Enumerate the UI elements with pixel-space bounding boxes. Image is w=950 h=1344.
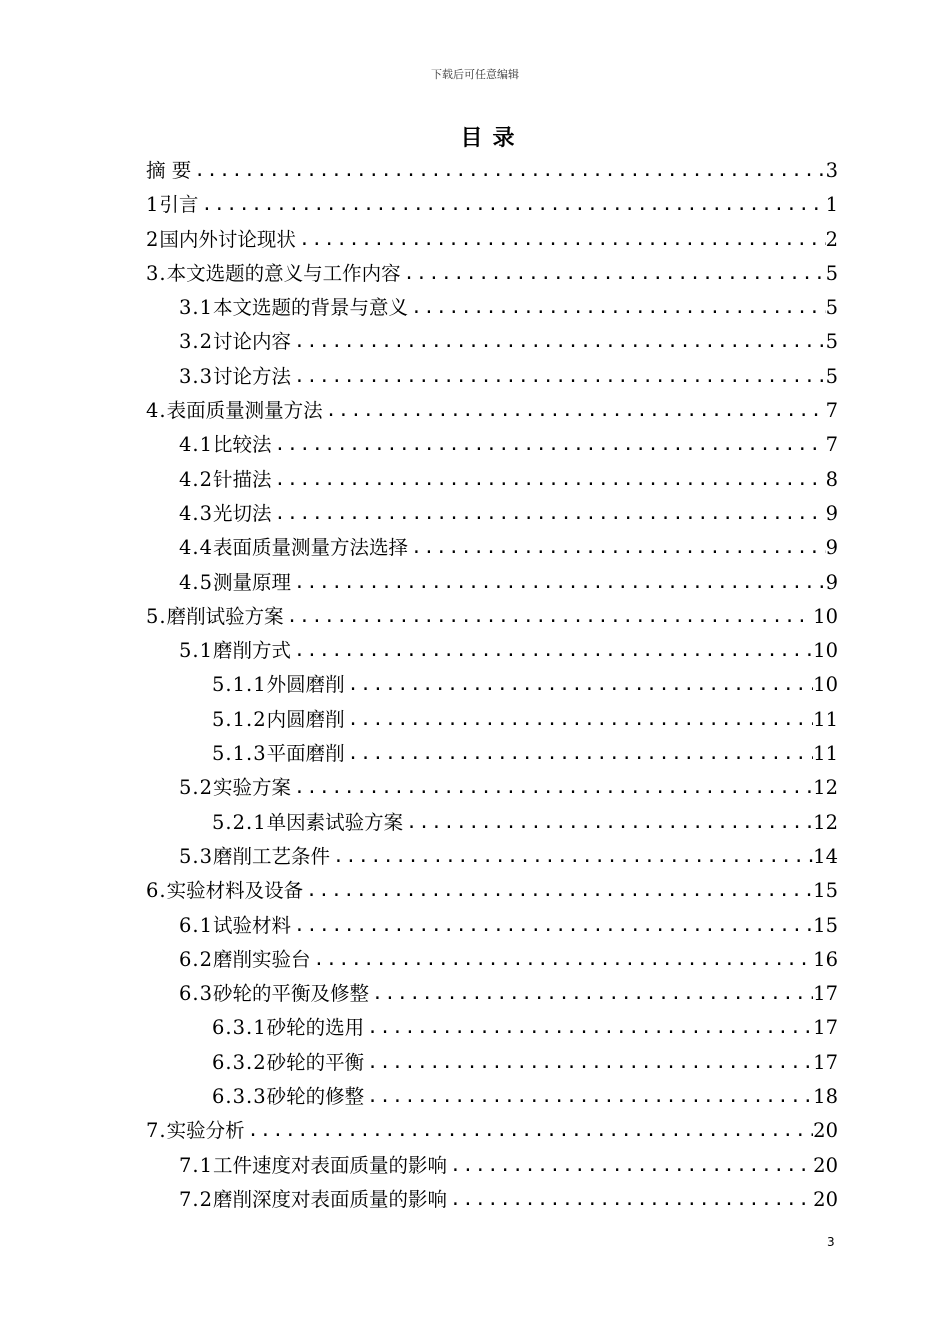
toc-entry[interactable] [146,463,838,497]
toc-entry[interactable] [146,325,838,359]
toc-dot-leader [291,566,826,600]
page-title: 目录 [460,126,525,151]
toc-entry[interactable] [146,1149,838,1183]
toc-entry-title: 实验分析 [166,1119,245,1143]
toc-entry-number: 7. [146,1119,167,1143]
toc-entry-number: 2 [146,227,160,251]
toc-entry-page: 12 [813,776,838,800]
toc-entry-page: 20 [813,1187,838,1211]
toc-entry[interactable] [146,909,838,943]
toc-entry[interactable] [146,977,838,1011]
toc-entry-title: 外圆磨削 [266,673,345,697]
toc-dot-leader [364,1046,813,1080]
toc-entry-page: 5 [825,330,838,354]
toc-entry-title: 磨削工艺条件 [213,844,331,868]
toc-dot-leader [272,428,826,462]
toc-dot-leader [345,737,814,771]
toc-entry-page: 10 [813,604,838,628]
toc-dot-leader [408,531,826,565]
toc-entry-number: 5. [146,604,167,628]
toc-dot-leader [364,1080,813,1114]
toc-entry-title: 工件速度对表面质量的影响 [213,1153,448,1177]
toc-dot-leader [291,909,813,943]
toc-entry-page: 20 [813,1119,838,1143]
toc-entry-title: 本文选题的背景与意义 [213,296,409,320]
toc-entry-page: 18 [813,1085,838,1109]
toc-dot-leader [272,463,826,497]
toc-entry-page: 5 [825,261,838,285]
toc-entry-number: 3.3 [179,364,214,388]
toc-entry[interactable] [146,428,838,462]
toc-entry-number: 4. [146,399,167,423]
toc-dot-leader [447,1149,813,1183]
toc-dot-leader [364,1011,813,1045]
toc-entry-page: 11 [813,742,838,766]
toc-entry-page: 11 [813,707,838,731]
toc-entry-title: 讨论方法 [213,364,292,388]
toc-entry-number: 4.4 [179,536,214,560]
toc-entry-page: 10 [813,673,838,697]
toc-entry-title: 表面质量测量方法选择 [213,536,409,560]
toc-entry-number: 6.3.1 [212,1016,267,1040]
toc-entry-page: 17 [813,1050,838,1074]
toc-entry-page: 2 [825,227,838,251]
toc-entry-number: 4.3 [179,501,214,525]
toc-entry-title: 砂轮的修整 [266,1085,365,1109]
toc-entry-title: 表面质量测量方法 [166,399,323,423]
toc-entry-page: 9 [825,501,838,525]
toc-entry-page: 10 [813,639,838,663]
toc-entry[interactable] [146,188,838,222]
toc-dot-leader [345,668,814,702]
toc-entry[interactable] [146,1046,838,1080]
toc-entry-title: 针描法 [213,467,272,491]
toc-entry[interactable] [146,634,838,668]
toc-entry-title: 讨论内容 [213,330,292,354]
toc-entry[interactable] [146,566,838,600]
toc-dot-leader [284,600,814,634]
toc-dot-leader [291,325,826,359]
toc-entry-number: 5.2 [179,776,214,800]
toc-entry[interactable] [146,154,838,188]
toc-entry-title: 本文选题的意义与工作内容 [166,261,401,285]
toc-dot-leader [191,154,825,188]
toc-dot-leader [291,634,813,668]
toc-entry-number: 7.1 [179,1153,214,1177]
toc-entry[interactable] [146,806,838,840]
toc-entry-title: 测量原理 [213,570,292,594]
toc-entry-page: 12 [813,810,838,834]
toc-entry[interactable] [146,1011,838,1045]
toc-entry[interactable] [146,840,838,874]
toc-entry-title: 摘 要 [146,159,192,182]
toc-dot-leader [447,1183,813,1217]
toc-dot-leader [296,223,826,257]
toc-entry[interactable] [146,223,838,257]
toc-entry[interactable] [146,874,838,908]
toc-entry[interactable] [146,943,838,977]
toc-dot-leader [245,1114,814,1148]
toc-entry-page: 17 [813,1016,838,1040]
toc-entry[interactable] [146,291,838,325]
toc-entry[interactable] [146,394,838,428]
toc-dot-leader [311,943,814,977]
toc-entry-title: 实验材料及设备 [166,879,304,903]
toc-entry-number: 6. [146,879,167,903]
toc-entry-title: 砂轮的选用 [266,1016,365,1040]
toc-entry-number: 5.3 [179,844,214,868]
toc-entry-number: 6.3 [179,982,214,1006]
toc-entry-number: 3.1 [179,296,214,320]
toc-entry-page: 14 [813,844,838,868]
toc-entry-page: 7 [825,433,838,457]
page-header: 下载后可任意编辑 [431,68,519,81]
toc-entry[interactable] [146,703,838,737]
toc-entry-page: 17 [813,982,838,1006]
table-of-contents [146,154,838,1217]
toc-entry-number: 5.2.1 [212,810,267,834]
toc-entry-page: 9 [825,570,838,594]
toc-entry[interactable] [146,531,838,565]
toc-dot-leader [403,806,813,840]
toc-entry-page: 7 [825,399,838,423]
toc-dot-leader [408,291,826,325]
toc-entry-title: 磨削方式 [213,639,292,663]
toc-entry-number: 5.1.3 [212,742,267,766]
toc-entry-page: 5 [825,296,838,320]
toc-entry-title: 砂轮的平衡及修整 [213,982,370,1006]
toc-entry[interactable] [146,600,838,634]
toc-entry-number: 3. [146,261,167,285]
toc-entry[interactable] [146,257,838,291]
toc-entry-title: 引言 [159,193,199,217]
toc-entry-title: 磨削深度对表面质量的影响 [213,1187,448,1211]
toc-entry-number: 5.1 [179,639,214,663]
page-number: 3 [827,1235,835,1249]
toc-entry-page: 15 [813,879,838,903]
toc-entry[interactable] [146,737,838,771]
toc-entry-page: 8 [825,467,838,491]
toc-entry-title: 光切法 [213,501,272,525]
toc-entry-number: 5.1.1 [212,673,267,697]
toc-entry[interactable] [146,1183,838,1217]
toc-dot-leader [291,360,826,394]
toc-dot-leader [303,874,813,908]
toc-entry[interactable] [146,1114,838,1148]
toc-entry-title: 砂轮的平衡 [266,1050,365,1074]
toc-entry-number: 4.1 [179,433,214,457]
toc-entry[interactable] [146,771,838,805]
toc-entry-number: 7.2 [179,1187,214,1211]
toc-entry-page: 16 [813,947,838,971]
toc-entry-title: 单因素试验方案 [266,810,404,834]
toc-entry-number: 3.2 [179,330,214,354]
toc-entry-number: 4.5 [179,570,214,594]
toc-entry[interactable] [146,497,838,531]
toc-entry-title: 比较法 [213,433,272,457]
toc-dot-leader [401,257,826,291]
toc-entry-page: 5 [825,364,838,388]
toc-entry[interactable] [146,360,838,394]
toc-entry-page: 1 [825,193,838,217]
toc-entry[interactable] [146,668,838,702]
toc-dot-leader [198,188,825,222]
toc-entry-number: 1 [146,193,160,217]
toc-dot-leader [323,394,826,428]
toc-entry-page: 15 [813,913,838,937]
toc-dot-leader [291,771,813,805]
toc-entry-title: 平面磨削 [266,742,345,766]
toc-entry-title: 国内外讨论现状 [159,227,296,251]
toc-dot-leader [369,977,813,1011]
toc-entry-number: 5.1.2 [212,707,267,731]
toc-dot-leader [330,840,813,874]
toc-entry-number: 6.3.3 [212,1085,267,1109]
toc-entry-page: 9 [825,536,838,560]
toc-entry-number: 4.2 [179,467,214,491]
toc-entry-title: 内圆磨削 [266,707,345,731]
toc-entry[interactable] [146,1080,838,1114]
toc-dot-leader [272,497,826,531]
toc-entry-page: 3 [825,159,838,182]
toc-entry-number: 6.3.2 [212,1050,267,1074]
toc-entry-number: 6.2 [179,947,214,971]
toc-entry-number: 6.1 [179,913,214,937]
toc-entry-title: 试验材料 [213,913,292,937]
toc-entry-title: 实验方案 [213,776,292,800]
toc-entry-title: 磨削实验台 [213,947,311,971]
toc-dot-leader [345,703,814,737]
toc-entry-page: 20 [813,1153,838,1177]
toc-entry-title: 磨削试验方案 [166,604,284,628]
